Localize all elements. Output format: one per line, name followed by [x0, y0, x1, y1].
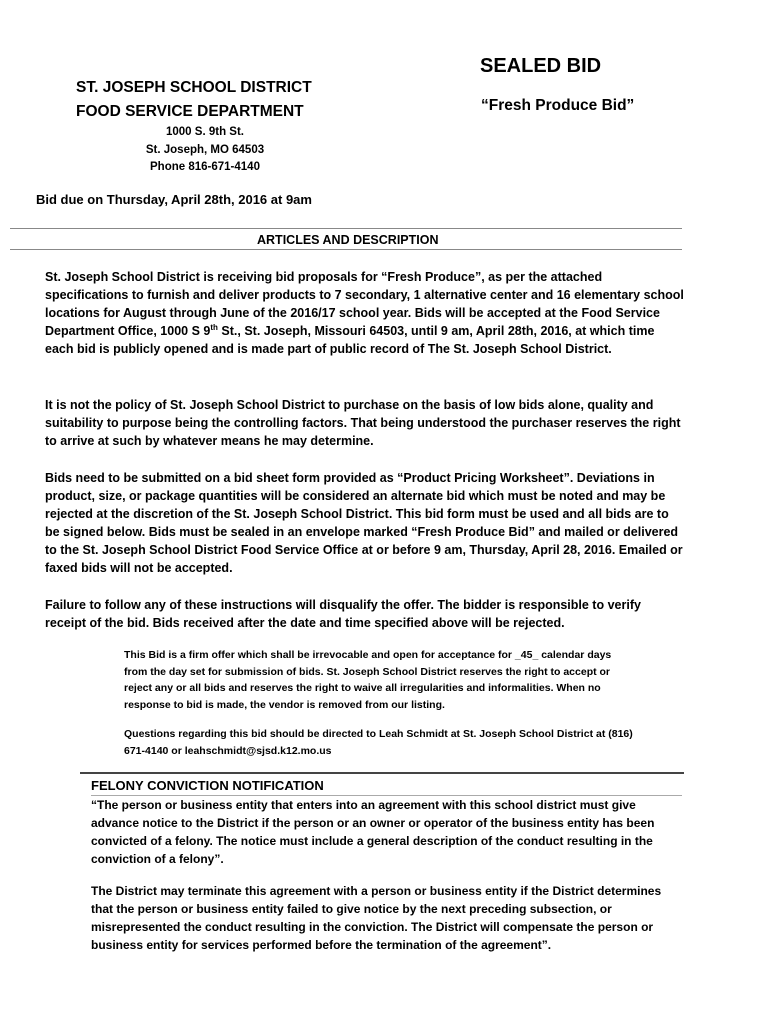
divider — [10, 249, 682, 250]
felony-heading: FELONY CONVICTION NOTIFICATION — [91, 778, 324, 793]
org-line-2: FOOD SERVICE DEPARTMENT — [76, 103, 304, 120]
articles-paragraph-3: Bids need to be submitted on a bid sheet form provided as “Product Pricing Worksheet”. Deviations in product, size, or package quantities will be considered an alternate bid which must be noted and may be rejected at the discretion of the St. Joseph School District. This bid form must be used and all bids are to be signed below. Bids must be sealed in an envelope marked “Fresh Produce Bid” and mailed or delivered to the St. Joseph School District Food Service Office at or before 9 am, Thursday, April 28, 2016. Emailed or faxed bids will not be accepted. — [45, 471, 683, 575]
section-divider — [80, 772, 684, 774]
articles-paragraph-1: St. Joseph School District is receiving bid proposals for “Fresh Produce”, as per the attached specifications to furnish and deliver products to 7 secondary, 1 alternative center and 16 elementary school locations for August through June of the 2016/17 school year. Bids will be accepted at the Food Service Department Office, 1000 S 9th St., St. Joseph, Missouri 64503, until 9 am, April 28th, 2016, at which time each bid is publicly opened and is made part of public record of The St. Joseph School District. — [45, 270, 684, 356]
articles-paragraph-4: Failure to follow any of these instructions will disqualify the offer. The bidder is responsible to verify receipt of the bid. Bids received after the date and time specified above will be rejected. — [45, 598, 641, 630]
firm-offer-notice: This Bid is a firm offer which shall be irrevocable and open for acceptance for _45_ calendar days from the day set for submission of bids. St. Joseph School District reserves the right to accept or reject any or all bids and reserves the right to waive all irregularities and informalities. When no response to bid is made, the vendor is removed from our listing. — [124, 649, 612, 711]
contact-notice: Questions regarding this bid should be directed to Leah Schmidt at St. Joseph School District at (816) 671-4140 or leahschmidt@sjsd.k12.mo.us — [124, 728, 633, 757]
divider — [10, 228, 682, 229]
organization-name — [76, 76, 326, 124]
org-line-1: ST. JOSEPH SCHOOL DISTRICT — [76, 79, 312, 96]
bid-due-line: Bid due on Thursday, April 28th, 2016 at 9am — [36, 192, 312, 207]
address-phone: Phone 816-671-4140 — [150, 161, 260, 173]
felony-paragraph-2: The District may terminate this agreement with a person or business entity if the District determines that the person or business entity failed to give notice by the next preceding subsection, or misrepresented the conduct resulting in the conviction. The District will compensate the person or business entity for services performed before the termination of the agreement”. — [91, 884, 662, 952]
articles-heading: ARTICLES AND DESCRIPTION — [257, 233, 439, 247]
address-block — [120, 124, 290, 177]
document-title: SEALED BID — [480, 55, 602, 77]
felony-paragraph-1: “The person or business entity that enters into an agreement with this school district must give advance notice to the District if the person or an owner or operator of the business entity has been convicted of a felony. The notice must include a general description of the conduct resulting in the conviction of a felony”. — [91, 798, 655, 866]
address-street: 1000 S. 9th St. — [166, 126, 244, 138]
articles-paragraph-2: It is not the policy of St. Joseph School District to purchase on the basis of low bids alone, quality and suitability to purpose being the controlling factors. That being understood the purchaser reserves the right to arrive at such by whatever means he may determine. — [45, 398, 681, 448]
document-subtitle: “Fresh Produce Bid” — [481, 97, 635, 114]
address-city: St. Joseph, MO 64503 — [145, 143, 265, 156]
